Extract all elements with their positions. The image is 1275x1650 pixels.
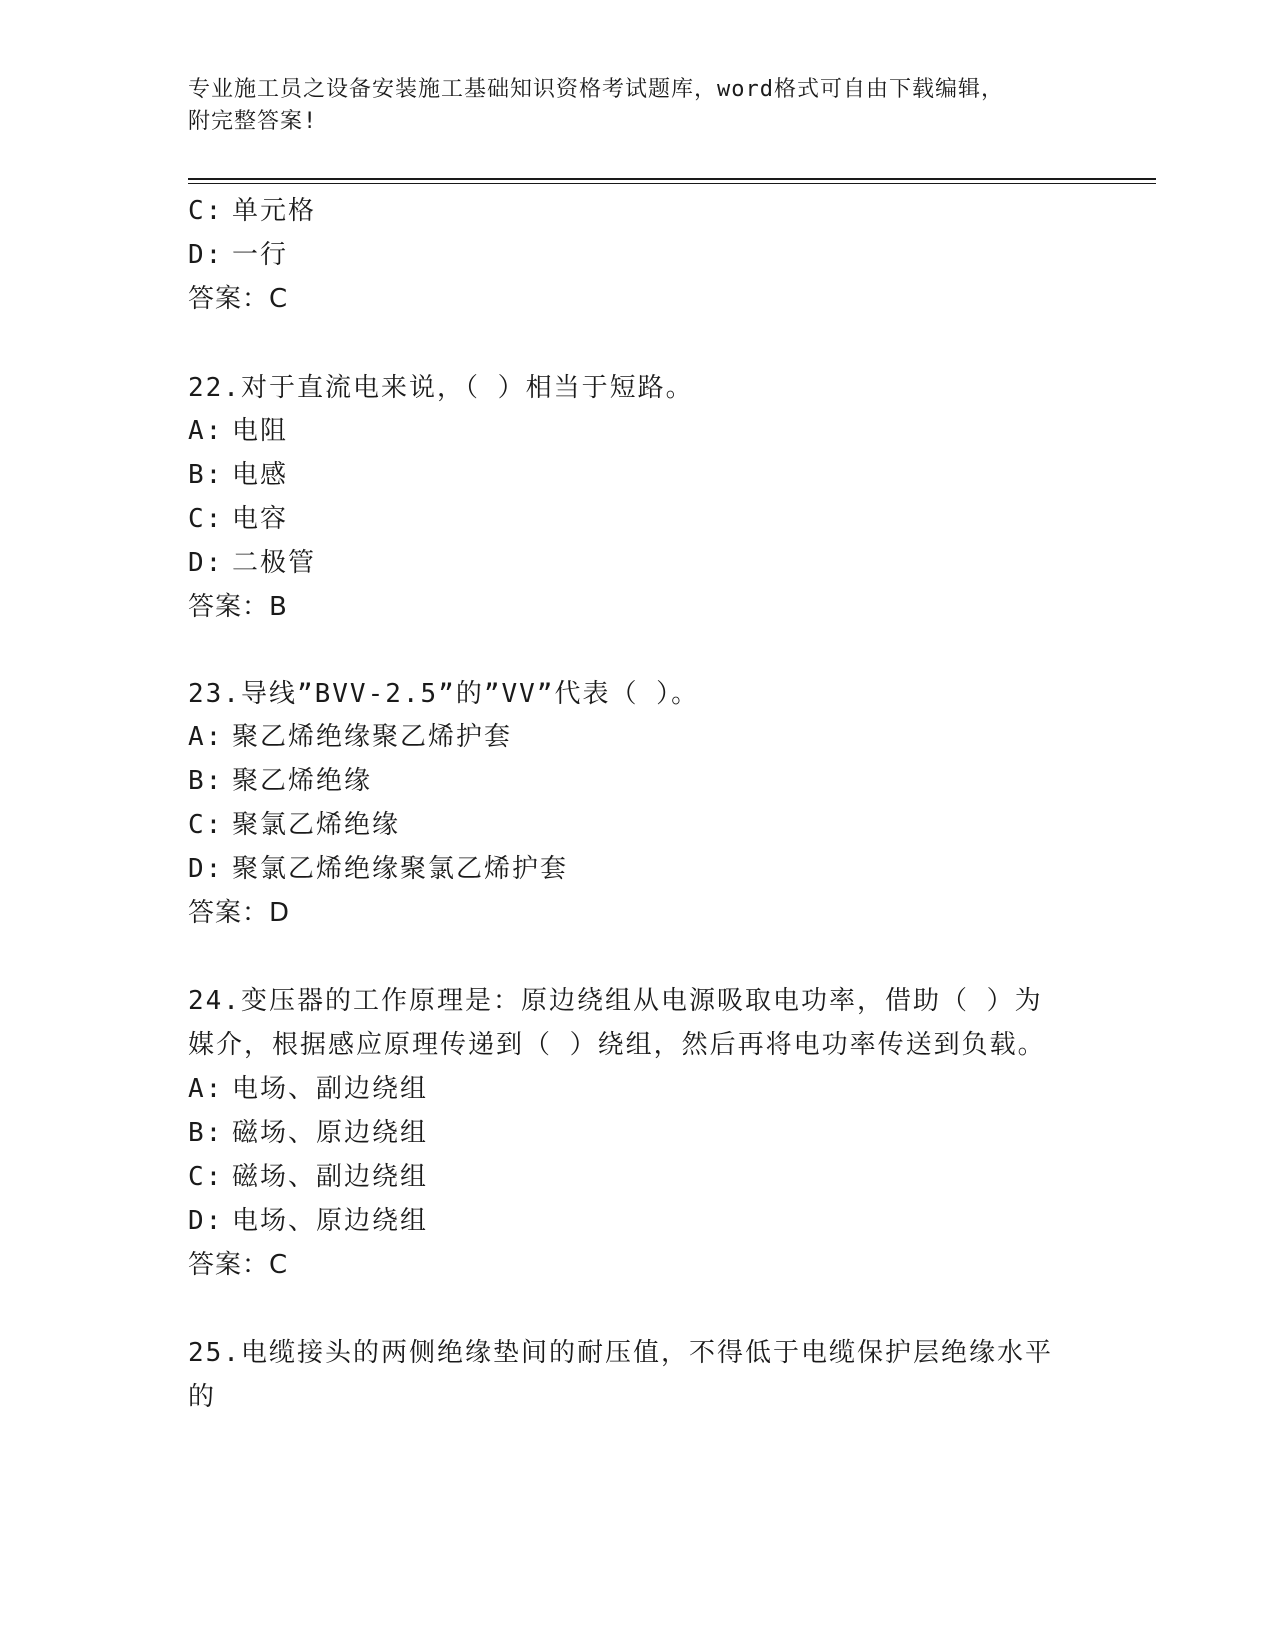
header-line-1: 专业施工员之设备安装施工基础知识资格考试题库，word格式可自由下载编辑， xyxy=(188,77,1004,102)
q22-option-b: B: 电感 xyxy=(188,460,289,490)
q23-option-b: B: 聚乙烯绝缘 xyxy=(188,766,373,796)
option-d: D: 一行 xyxy=(188,240,289,270)
q23-option-c: C: 聚氯乙烯绝缘 xyxy=(188,810,401,840)
q22-option-a: A: 电阻 xyxy=(188,416,289,446)
q22-answer: 答案：B xyxy=(188,592,288,622)
q23-option-d: D: 聚氯乙烯绝缘聚氯乙烯护套 xyxy=(188,854,569,884)
q24-option-c: C: 磁场、副边绕组 xyxy=(188,1162,429,1192)
header-line-2: 附完整答案! xyxy=(188,109,318,134)
question-25-stem-line-2: 的 xyxy=(188,1382,217,1412)
option-c: C: 单元格 xyxy=(188,196,317,226)
q24-option-d: D: 电场、原边绕组 xyxy=(188,1206,429,1236)
header-divider-thin xyxy=(188,183,1156,184)
question-24-stem-line-2: 媒介，根据感应原理传递到（ ）绕组，然后再将电功率传送到负载。 xyxy=(188,1030,1046,1060)
q24-answer: 答案：C xyxy=(188,1250,289,1280)
q24-option-b: B: 磁场、原边绕组 xyxy=(188,1118,429,1148)
q23-option-a: A: 聚乙烯绝缘聚乙烯护套 xyxy=(188,722,513,752)
question-22-stem: 22.对于直流电来说，（ ）相当于短路。 xyxy=(188,373,694,403)
q22-option-d: D: 二极管 xyxy=(188,548,317,578)
q24-option-a: A: 电场、副边绕组 xyxy=(188,1074,429,1104)
document-header xyxy=(188,74,1068,138)
q22-option-c: C: 电容 xyxy=(188,504,289,534)
question-23-stem: 23.导线”BVV-2.5”的”VV”代表（ ）。 xyxy=(188,679,700,709)
answer-line: 答案：C xyxy=(188,284,289,314)
question-24-stem-line-1: 24.变压器的工作原理是：原边绕组从电源吸取电功率，借助（ ）为 xyxy=(188,986,1043,1016)
question-25-stem-line-1: 25.电缆接头的两侧绝缘垫间的耐压值，不得低于电缆保护层绝缘水平 xyxy=(188,1338,1053,1368)
header-divider-thick xyxy=(188,178,1156,180)
q23-answer: 答案：D xyxy=(188,898,291,928)
